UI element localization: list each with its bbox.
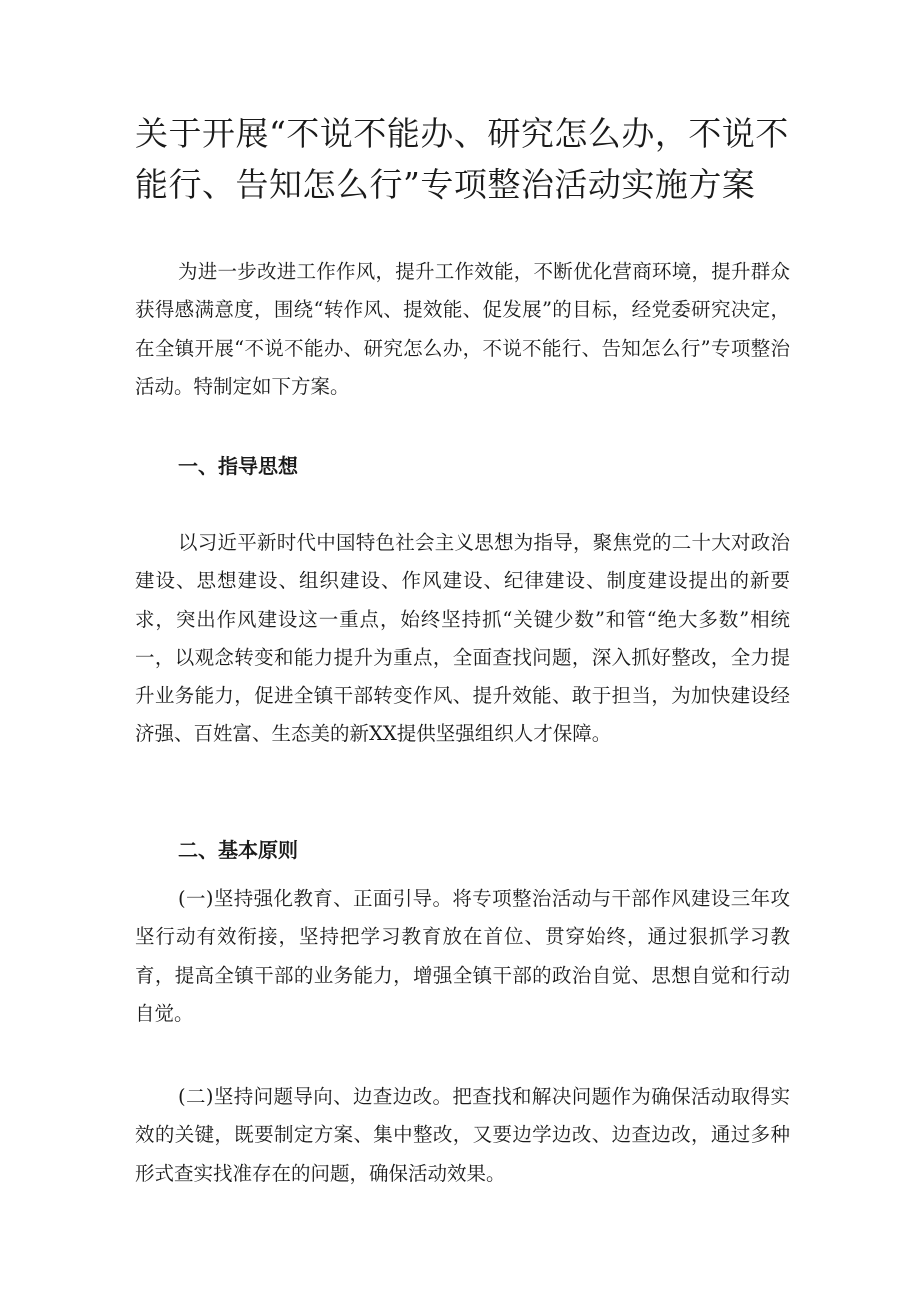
section-1-body: 以习近平新时代中国特色社会主义思想为指导，聚焦党的二十大对政治建设、思想建设、组织建设、作风建设、纪律建设、制度建设提出的新要求，突出作风建设这一重点，始终坚持抓“关键少数”和管“绝大多数”相统一，以观念转变和能力提升为重点，全面查找问题，深入抓好整改，全力提升业务能力，促进全镇干部转变作风、提升效能、敢于担当，为加快建设经济强、百姓富、生态美的新XX提供坚强组织人才保障。 <box>135 531 790 746</box>
principle-2-paragraph: (二)坚持问题导向、边查边改。把查找和解决问题作为确保活动取得实效的关键，既要制定方案、集中整改，又要边学边改、边查边改，通过多种形式查实找准存在的问题，确保活动效果。 <box>135 1085 790 1185</box>
intro-paragraph: 为进一步改进工作作风，提升工作效能，不断优化营商环境，提升群众获得感满意度，围绕“转作风、提效能、促发展”的目标，经党委研究决定，在全镇开展“不说不能办、研究怎么办，不说不能行、告知怎么行”专项整治活动。特制定如下方案。 <box>135 260 790 398</box>
section-2-heading: 二、基本原则 <box>178 838 298 862</box>
document-title: 关于开展“不说不能办、研究怎么办，不说不能行、告知怎么行”专项整治活动实施方案 <box>135 114 789 204</box>
section-1-heading: 一、指导思想 <box>178 454 298 478</box>
principle-1-paragraph: (一)坚持强化教育、正面引导。将专项整治活动与干部作风建设三年攻坚行动有效衔接，坚持把学习教育放在首位、贯穿始终，通过狠抓学习教育，提高全镇干部的业务能力，增强全镇干部的政治自觉、思想自觉和行动自觉。 <box>135 887 790 1025</box>
